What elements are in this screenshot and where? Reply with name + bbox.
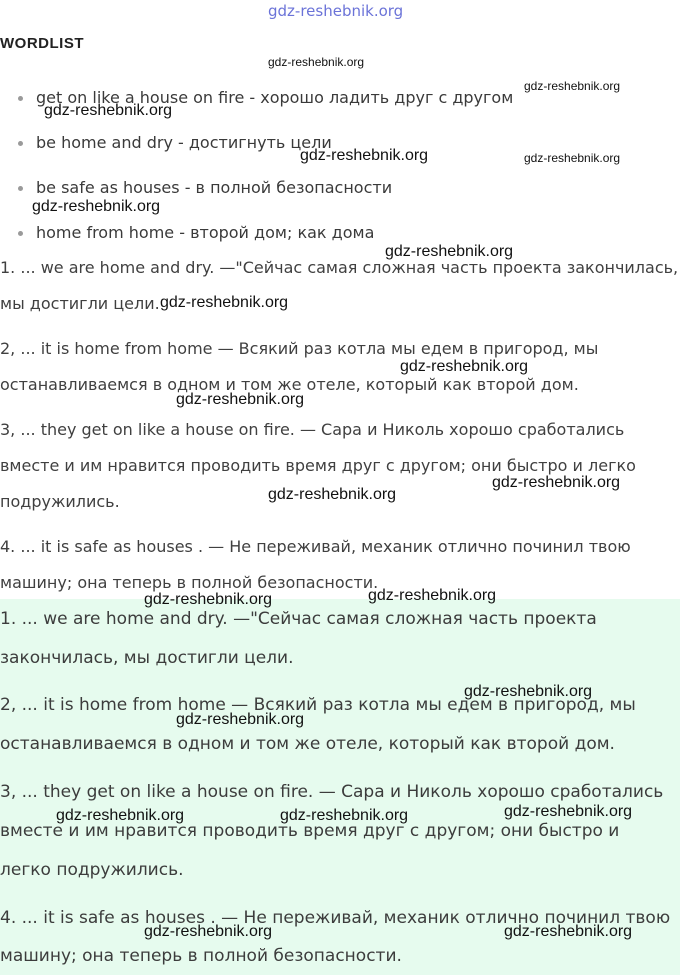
answer-3-line-2: вместе и им нравится проводить время друг с другом; они быстро и легко <box>0 456 636 475</box>
highlighted-answer-2-line-1: 2, ... it is home from home — Всякий раз котла мы едем в пригород, мы <box>0 695 636 715</box>
highlighted-answer-3-line-1: 3, ... they get on like a house on fire. — Сара и Николь хорошо сработались <box>0 782 664 802</box>
watermark: gdz-reshebnik.org <box>176 391 305 408</box>
highlighted-answer-1-line-2: закончилась, мы достигли цели. <box>0 648 294 668</box>
watermark: gdz-reshebnik.org <box>385 243 514 260</box>
wordlist-item: home from home - второй дом; как дома <box>36 223 375 242</box>
bullet-dot <box>18 96 23 101</box>
bullet-dot <box>18 186 23 191</box>
highlighted-answer-1-line-1: 1. ... we are home and dry. —"Сейчас самая сложная часть проекта <box>0 609 597 629</box>
watermark: gdz-reshebnik.org <box>368 587 497 604</box>
watermark: gdz-reshebnik.org <box>492 474 621 491</box>
watermark: gdz-reshebnik.org <box>268 486 397 503</box>
highlighted-answer-3-line-3: легко подружились. <box>0 860 184 880</box>
watermark: gdz-reshebnik.org <box>464 683 593 700</box>
answer-2-line-1: 2, ... it is home from home — Всякий раз котла мы едем в пригород, мы <box>0 339 599 358</box>
wordlist-title: WORDLIST <box>0 35 84 52</box>
highlighted-answer-4-line-1: 4. ... it is safe as houses . — Не переживай, механик отлично починил твою <box>0 908 671 928</box>
watermark: gdz-reshebnik.org <box>524 151 621 165</box>
answer-1-line-2: мы достигли цели. <box>0 294 160 313</box>
watermark: gdz-reshebnik.org <box>32 198 161 215</box>
watermark: gdz-reshebnik.org <box>144 591 273 608</box>
watermark: gdz-reshebnik.org <box>504 803 633 820</box>
answer-4-line-2: машину; она теперь в полной безопасности. <box>0 573 379 592</box>
watermark: gdz-reshebnik.org <box>44 102 173 119</box>
answer-4-line-1: 4. ... it is safe as houses . — Не переживай, механик отлично починил твою <box>0 537 631 556</box>
answer-3-line-3: подружились. <box>0 492 120 511</box>
watermark: gdz-reshebnik.org <box>268 55 365 69</box>
watermark: gdz-reshebnik.org <box>280 807 409 824</box>
watermark: gdz-reshebnik.org <box>524 79 621 93</box>
highlighted-answer-3-line-2: вместе и им нравится проводить время друг с другом; они быстро и <box>0 821 620 841</box>
highlighted-answer-4-line-2: машину; она теперь в полной безопасности. <box>0 946 402 966</box>
answer-2-line-2: останавливаемся в одном и том же отеле, который как второй дом. <box>0 375 579 394</box>
highlighted-answer-2-line-2: останавливаемся в одном и том же отеле, который как второй дом. <box>0 734 615 754</box>
wordlist-item: be safe as houses - в полной безопасности <box>36 178 393 197</box>
wordlist-item: be home and dry - достигнуть цели <box>36 133 332 152</box>
bullet-dot <box>18 141 23 146</box>
top-watermark[interactable]: gdz-reshebnik.org <box>268 2 404 20</box>
watermark: gdz-reshebnik.org <box>144 923 273 940</box>
watermark: gdz-reshebnik.org <box>504 923 633 940</box>
watermark: gdz-reshebnik.org <box>56 807 185 824</box>
watermark: gdz-reshebnik.org <box>400 358 529 375</box>
answer-1-line-1: 1. ... we are home and dry. —"Сейчас самая сложная часть проекта закончилась, <box>0 258 679 277</box>
answer-3-line-1: 3, ... they get on like a house on fire. — Сара и Николь хорошо сработались <box>0 420 625 439</box>
watermark: gdz-reshebnik.org <box>300 147 429 164</box>
watermark: gdz-reshebnik.org <box>160 294 289 311</box>
watermark: gdz-reshebnik.org <box>176 711 305 728</box>
bullet-dot <box>18 231 23 236</box>
wordlist-item: get on like a house on fire - хорошо ладить друг с другом <box>36 88 514 107</box>
